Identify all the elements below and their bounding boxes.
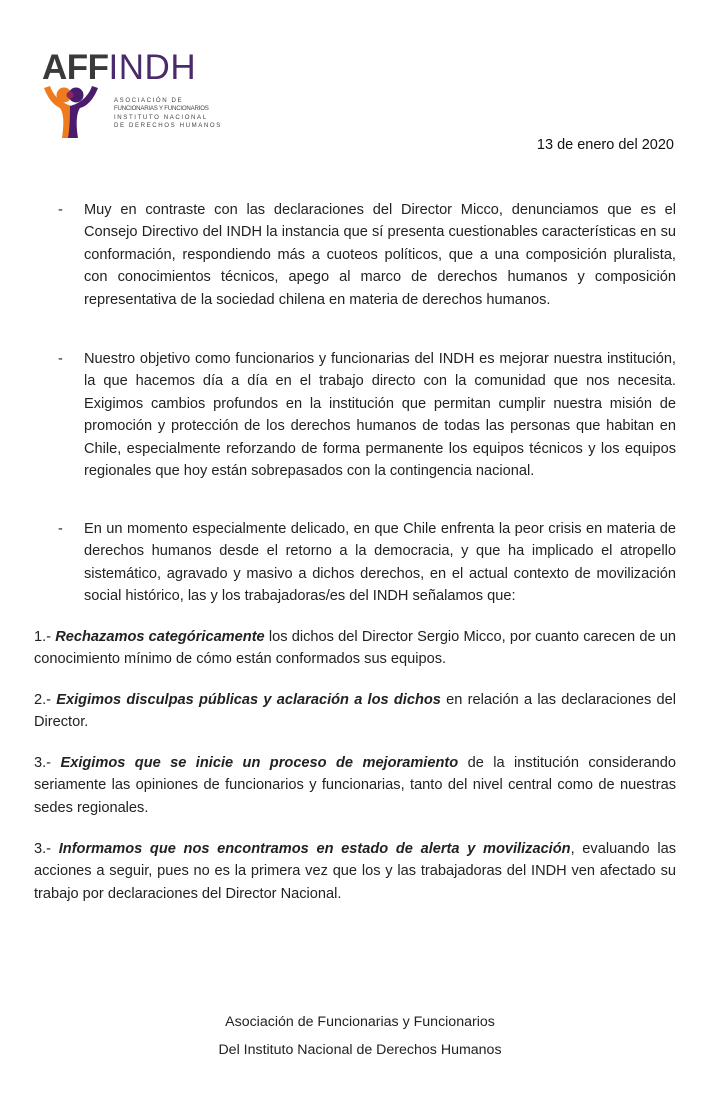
bullet-paragraph (58, 199, 676, 311)
signature-line: Del Instituto Nacional de Derechos Humanos (218, 1042, 502, 1058)
logo-people-icon (42, 84, 102, 140)
numbered-point (34, 626, 676, 671)
bullet-paragraph (58, 348, 676, 482)
bullet-text: Muy en contraste con las declaraciones del Director Micco, denunciamos que es el Consejo Directivo del INDH la instancia que sí presenta cuestionables características en su conformación, respondiendo más a cuoteos políticos, que a una composición pluralista, con conocimientos técnicos, apego al marco de derechos humanos y composición representativa de la sociedad chilena en materia de derechos humanos. (84, 202, 676, 308)
point-bold-text: Exigimos que se inicie un proceso de mejoramiento (60, 755, 459, 771)
affindh-logo (42, 50, 222, 140)
bullet-dash: - (58, 521, 63, 537)
point-bold-text: Rechazamos categóricamente (55, 629, 265, 645)
bullet-text: Nuestro objetivo como funcionarios y funcionarias del INDH es mejorar nuestra institución, la que hacemos día a día en el trabajo directo con la comunidad que nos necesita. Exigimos cambios profundos en la institución que permitan cumplir nuestra misión de promoción y protección de los derechos humanos de todas las personas que habitan en Chile, especialmente reforzando de forma permanente los equipos técnicos y los equipos regionales que hoy están sobrepasados con la contingencia nacional. (84, 351, 676, 480)
point-number: 3.- (34, 841, 59, 857)
point-number: 3.- (34, 755, 61, 771)
point-text: los dichos del Director Sergio Micco, por cuanto carecen de un conocimiento mínimo de cómo están conformados sus equipos. (34, 629, 676, 668)
signature-block (0, 1008, 720, 1064)
signature-line: Asociación de Funcionarias y Funcionarios (225, 1014, 495, 1030)
numbered-point (34, 689, 676, 734)
bullet-dash: - (58, 202, 63, 218)
point-number: 2.- (34, 692, 57, 708)
logo-wordmark (42, 50, 196, 86)
numbered-point (34, 838, 676, 905)
logo-subtitle (114, 97, 224, 131)
logo-word-indh: INDH (108, 48, 197, 87)
document-date: 13 de enero del 2020 (536, 137, 674, 153)
bullet-dash: - (58, 351, 63, 367)
point-bold-text: Informamos que nos encontramos en estado de alerta y movilización (58, 841, 571, 857)
logo-subtitle-line: DE DERECHOS HUMANOS (114, 122, 222, 130)
logo-subtitle-line: INSTITUTO NACIONAL (114, 113, 208, 121)
point-text: en relación a las declaraciones del Director. (34, 692, 676, 731)
bullet-text: En un momento especialmente delicado, en que Chile enfrenta la peor crisis en materia de derechos humanos desde el retorno a la democracia, y que ha implicado el atropello sistemático, agravado y masivo a dichos derechos, en el actual contexto de movilización social histórico, las y los trabajadoras/es del INDH señalamos que: (84, 521, 676, 605)
logo-subtitle-line: ASOCIACIÓN DE (114, 97, 184, 104)
point-bold-text: Exigimos disculpas públicas y aclaración a los dichos (56, 692, 441, 708)
logo-word-aff: AFF (42, 48, 109, 87)
point-text: de la institución considerando seriamente las opiniones de funcionarios y funcionarias, tanto del nivel central como de nuestras sedes regionales. (34, 755, 676, 816)
point-number: 1.- (34, 629, 56, 645)
bullet-paragraph (58, 518, 676, 608)
point-text: , evaluando las acciones a seguir, pues no es la primera vez que los y las trabajadoras del INDH ven afectado su trabajo por declaraciones del Director Nacional. (34, 841, 676, 902)
numbered-point (34, 752, 676, 819)
logo-subtitle-line: FUNCIONARIAS Y FUNCIONARIOS (114, 105, 209, 113)
